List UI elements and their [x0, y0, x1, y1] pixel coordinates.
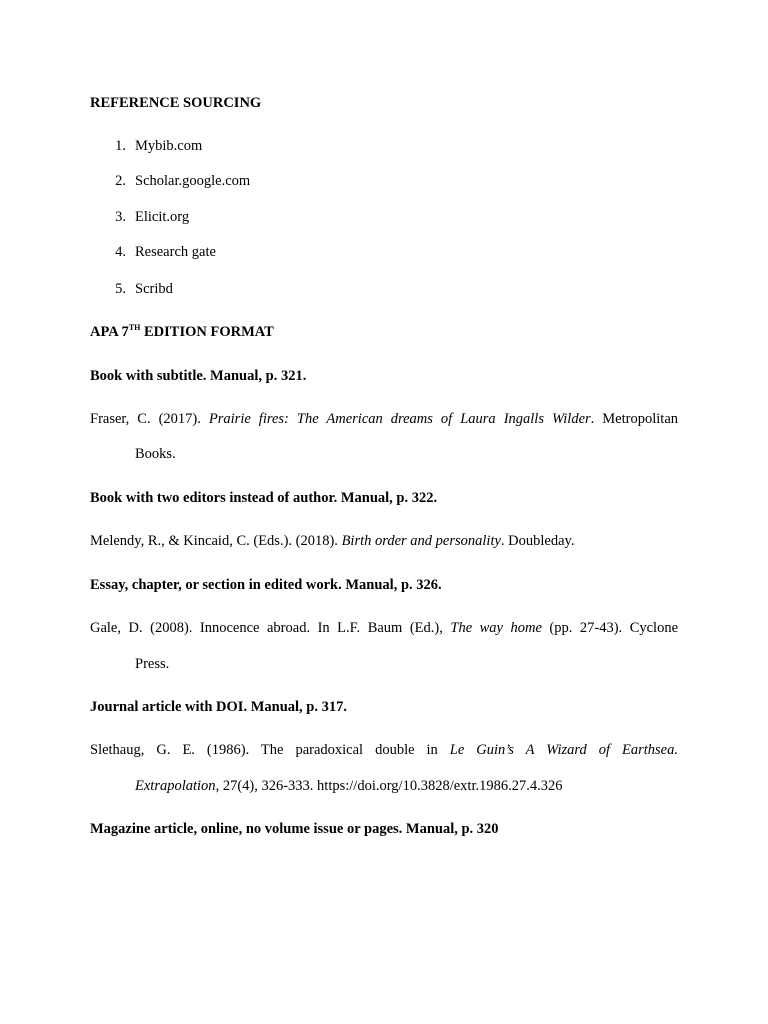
- reference-continuation: Books.: [135, 446, 176, 462]
- list-item-number: 2.: [115, 173, 126, 189]
- list-item-number: 4.: [115, 244, 126, 260]
- reference-text: . Metropolitan: [590, 411, 679, 427]
- reference-text: , 27(4), 326-333. https://doi.org/10.3828/extr.1986.27.4.326: [215, 778, 563, 794]
- reference-text: Slethaug, G. E. (1986). The paradoxical double in: [90, 742, 450, 758]
- list-item-label: Research gate: [135, 244, 216, 260]
- entry-heading: Book with subtitle. Manual, p. 321.: [90, 368, 307, 384]
- reference-journal: Extrapolation: [135, 778, 216, 794]
- list-item-label: Mybib.com: [135, 138, 203, 154]
- list-item-label: Scribd: [135, 281, 173, 297]
- heading-superscript: TH: [128, 323, 141, 332]
- reference-text: . Doubleday.: [500, 533, 575, 549]
- section-heading-reference-sourcing: REFERENCE SOURCING: [90, 95, 262, 111]
- reference-line: [90, 743, 678, 758]
- reference-text: Melendy, R., & Kincaid, C. (Eds.). (2018).: [90, 533, 342, 549]
- entry-heading: Magazine article, online, no volume issue or pages. Manual, p. 320: [90, 821, 499, 837]
- reference-title: Birth order and personality: [341, 533, 501, 549]
- entry-heading: Book with two editors instead of author. Manual, p. 322.: [90, 490, 438, 506]
- reference-line: [90, 621, 678, 636]
- reference-title: Prairie fires: The American dreams of Laura Ingalls Wilder: [208, 411, 591, 427]
- entry-heading: Journal article with DOI. Manual, p. 317.: [90, 699, 347, 715]
- list-item-label: Elicit.org: [135, 209, 190, 225]
- list-item-label: Scholar.google.com: [135, 173, 251, 189]
- heading-suffix: EDITION FORMAT: [140, 324, 274, 340]
- reference-line: [90, 412, 678, 427]
- reference-text: (pp. 27-43). Cyclone: [541, 620, 679, 636]
- reference-text: Fraser, C. (2017).: [90, 411, 209, 427]
- entry-heading: Essay, chapter, or section in edited work. Manual, p. 326.: [90, 577, 442, 593]
- list-item-number: 3.: [115, 209, 126, 225]
- reference-line: [90, 534, 574, 549]
- reference-title: Le Guin’s A Wizard of Earthsea.: [449, 742, 678, 758]
- heading-prefix: APA 7: [90, 324, 129, 340]
- reference-title: The way home: [450, 620, 542, 636]
- reference-continuation: [135, 779, 562, 794]
- list-item-number: 1.: [115, 138, 126, 154]
- reference-text: Gale, D. (2008). Innocence abroad. In L.F. Baum (Ed.),: [90, 620, 451, 636]
- reference-continuation: Press.: [135, 656, 170, 672]
- list-item-number: 5.: [115, 281, 126, 297]
- section-heading-apa-format: [90, 325, 274, 340]
